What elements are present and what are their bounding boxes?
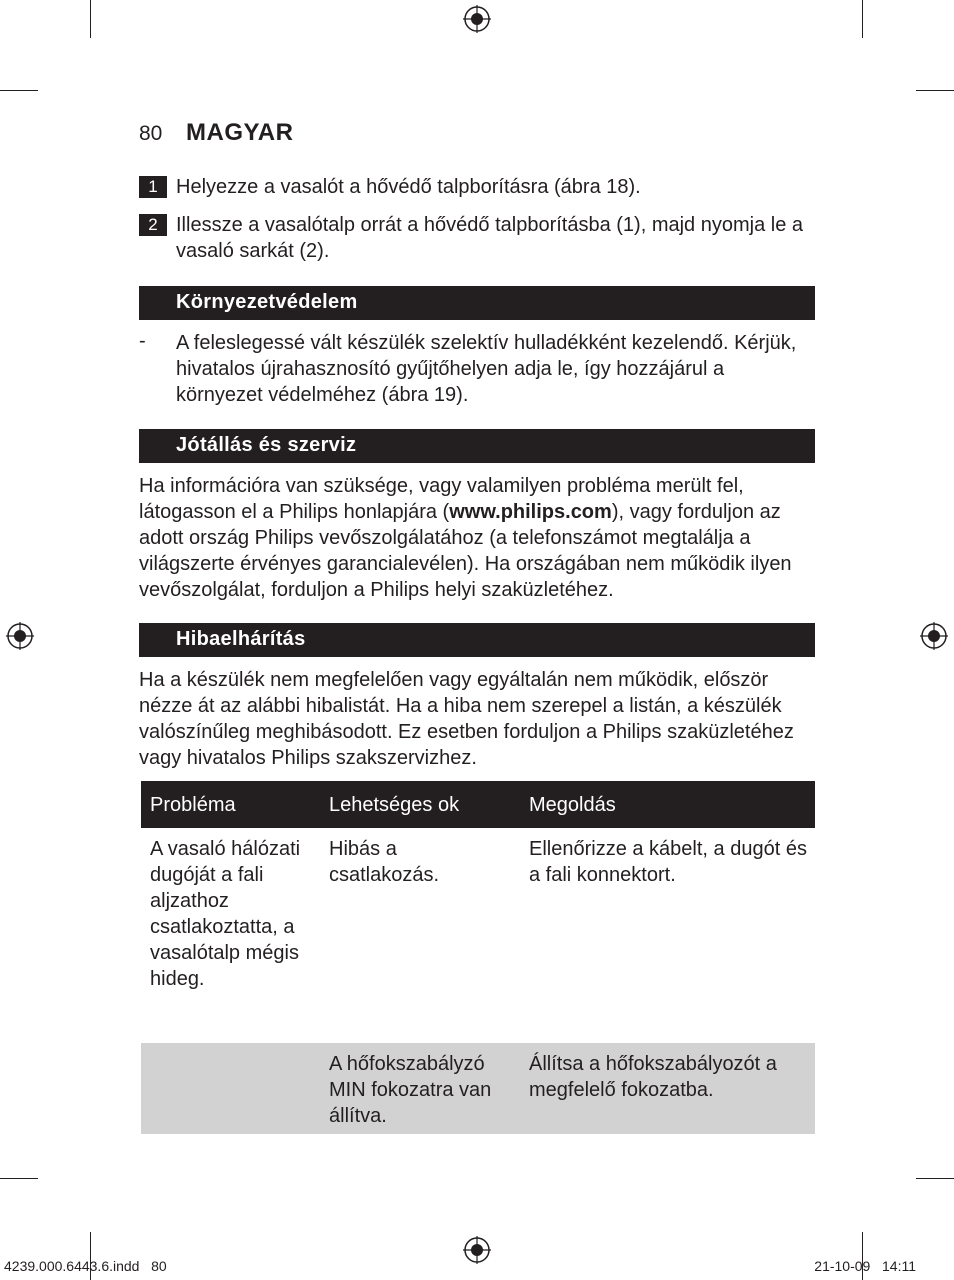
- table-row: [141, 1043, 815, 1134]
- column-header-solution: Megoldás: [520, 781, 815, 828]
- footer-date: 21-10-09 14:11: [814, 1258, 916, 1274]
- warranty-text-end: ), vagy forduljon az adott ország Philips vevőszolgálatához (a telefonszámot megtalálja a világszerte érvényes garancialevélen). Ha országában nem működik ilyen vevőszolgálat, forduljon a Philips helyi szaküzletéhez.: [139, 501, 792, 601]
- troubleshooting-intro: Ha a készülék nem megfelelően vagy egyáltalán nem működik, először nézze át az alábbi hibalistát. Ha a hiba nem szerepel a listán, a készülék valószínűleg meghibásodott. Ez esetben forduljon a Philips szaküzletéhez vagy hivatalos Philips szakszervizhez.: [139, 669, 794, 769]
- warranty-text-start: Ha információra van szüksége, vagy valamilyen probléma merült fel, látogasson el a Philips honlapjára (: [139, 475, 744, 523]
- table-header-row: [141, 781, 815, 828]
- step-1: [139, 174, 819, 200]
- table-cell: Állítsa a hőfokszabályozót a megfelelő fokozatba.: [520, 1043, 815, 1134]
- registration-mark-icon: [463, 1236, 491, 1264]
- column-header-problem: Probléma: [141, 781, 320, 828]
- section-title: Hibaelhárítás: [176, 628, 306, 650]
- column-header-cause: Lehetséges ok: [320, 781, 520, 828]
- environment-text: A feleslegessé vált készülék szelektív hulladékként kezelendő. Kérjük, hivatalos újrahasznosító gyűjtőhelyen adja le, így hozzájárul a környezet védelméhez (ábra 19).: [176, 332, 797, 406]
- step-text: Helyezze a vasalót a hővédő talpborításra (ábra 18).: [176, 176, 641, 198]
- crop-mark: [0, 1178, 38, 1179]
- bullet-dash: -: [139, 330, 146, 352]
- warranty-text: [139, 473, 815, 603]
- philips-url-link[interactable]: www.philips.com: [449, 501, 612, 523]
- section-title: Környezetvédelem: [176, 291, 358, 313]
- section-heading-warranty: [139, 429, 815, 463]
- table-cell: A hőfokszabályzó MIN fokozatra van állítva.: [320, 1043, 520, 1134]
- section-heading-troubleshooting: [139, 623, 815, 657]
- step-2: [139, 212, 819, 264]
- step-number: 1: [139, 176, 167, 198]
- section-heading-environment: [139, 286, 815, 320]
- page-number: 80: [139, 122, 163, 145]
- table-row: [141, 828, 815, 1043]
- troubleshooting-table: [141, 781, 815, 1134]
- table-cell: Ellenőrizze a kábelt, a dugót és a fali konnektort.: [529, 838, 807, 886]
- table-cell: [141, 1043, 320, 1134]
- crop-mark: [916, 90, 954, 91]
- registration-mark-icon: [6, 622, 34, 650]
- table-cell: A vasaló hálózati dugóját a fali aljzathoz csatlakoztatta, a vasalótalp mégis hideg.: [150, 838, 301, 990]
- registration-mark-icon: [463, 5, 491, 33]
- section-title: Jótállás és szerviz: [176, 434, 357, 456]
- table-cell: Hibás a csatlakozás.: [329, 838, 440, 886]
- registration-mark-icon: [920, 622, 948, 650]
- step-text: Illessze a vasalótalp orrát a hővédő talpborításba (1), majd nyomja le a vasaló sarkát (2).: [176, 214, 804, 262]
- language-title: MAGYAR: [186, 119, 294, 146]
- crop-mark: [0, 90, 38, 91]
- crop-mark: [862, 0, 863, 38]
- footer-file-info: 4239.000.6443.6.indd 80: [4, 1258, 167, 1274]
- crop-mark: [916, 1178, 954, 1179]
- step-number: 2: [139, 214, 167, 236]
- crop-mark: [90, 0, 91, 38]
